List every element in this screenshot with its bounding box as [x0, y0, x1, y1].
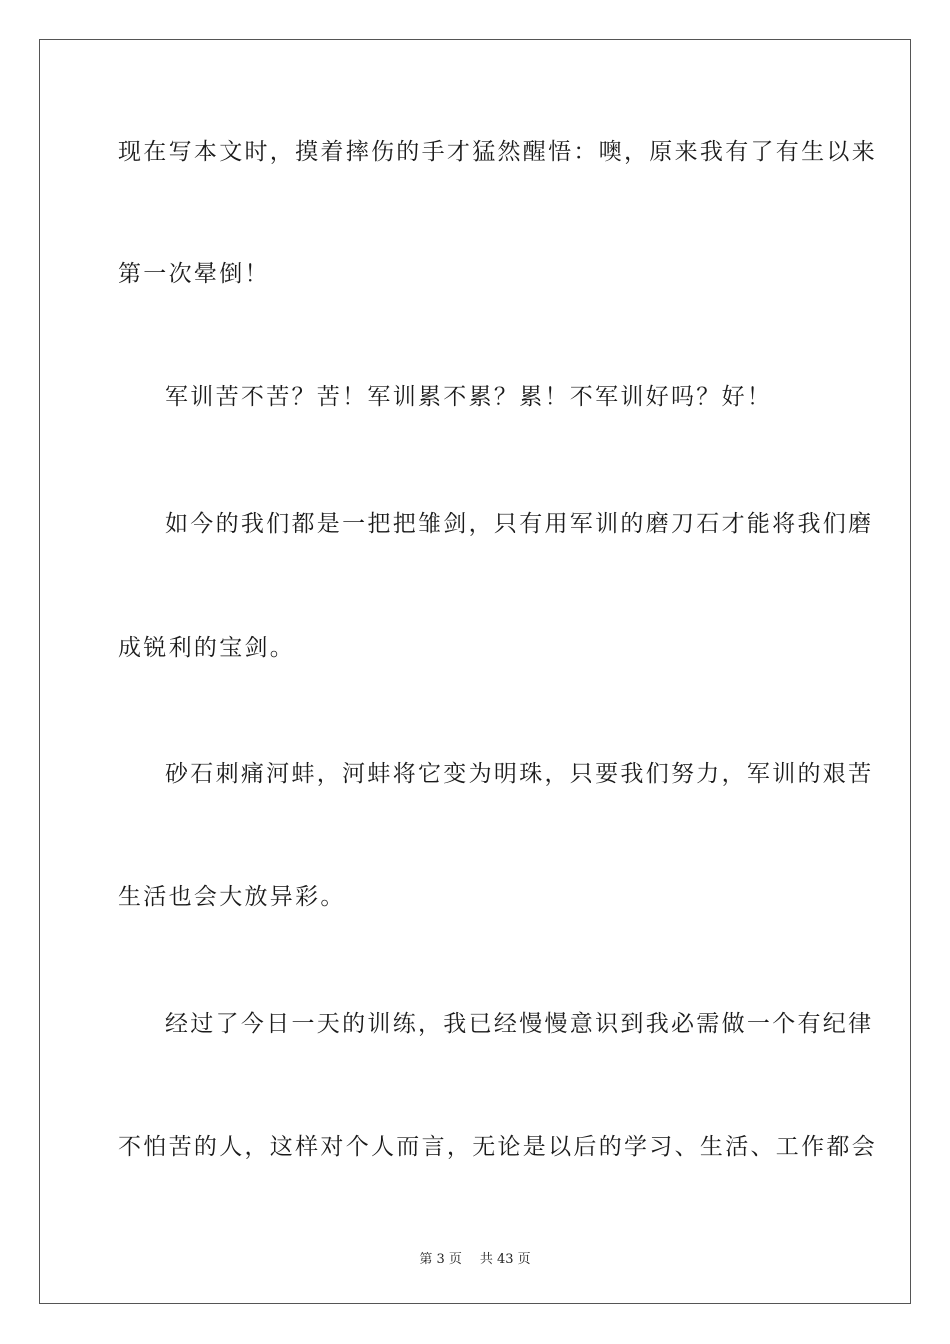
paragraph-start-line: 如今的我们都是一把把雏剑，只有用军训的磨刀石才能将我们磨 [165, 511, 874, 537]
paragraph-start-line: 砂石刺痛河蚌，河蚌将它变为明珠，只要我们努力，军训的艰苦 [165, 761, 874, 787]
page-footer [0, 1248, 950, 1267]
text-line: 成锐利的宝剑。 [118, 635, 296, 661]
text-line: 现在写本文时，摸着摔伤的手才猛然醒悟：噢，原来我有了有生以来 [118, 139, 877, 165]
text-line: 第一次晕倒！ [118, 261, 270, 287]
paragraph-start-line: 经过了今日一天的训练，我已经慢慢意识到我必需做一个有纪律 [165, 1011, 874, 1037]
page-number: 第 3 页 [419, 1252, 462, 1267]
text-line: 不怕苦的人，这样对个人而言，无论是以后的学习、生活、工作都会 [118, 1134, 877, 1160]
page-border [39, 39, 911, 1304]
paragraph-start-line: 军训苦不苦？苦！军训累不累？累！不军训好吗？好！ [165, 384, 773, 410]
page-total: 共 43 页 [479, 1252, 531, 1267]
text-line: 生活也会大放异彩。 [118, 884, 346, 910]
